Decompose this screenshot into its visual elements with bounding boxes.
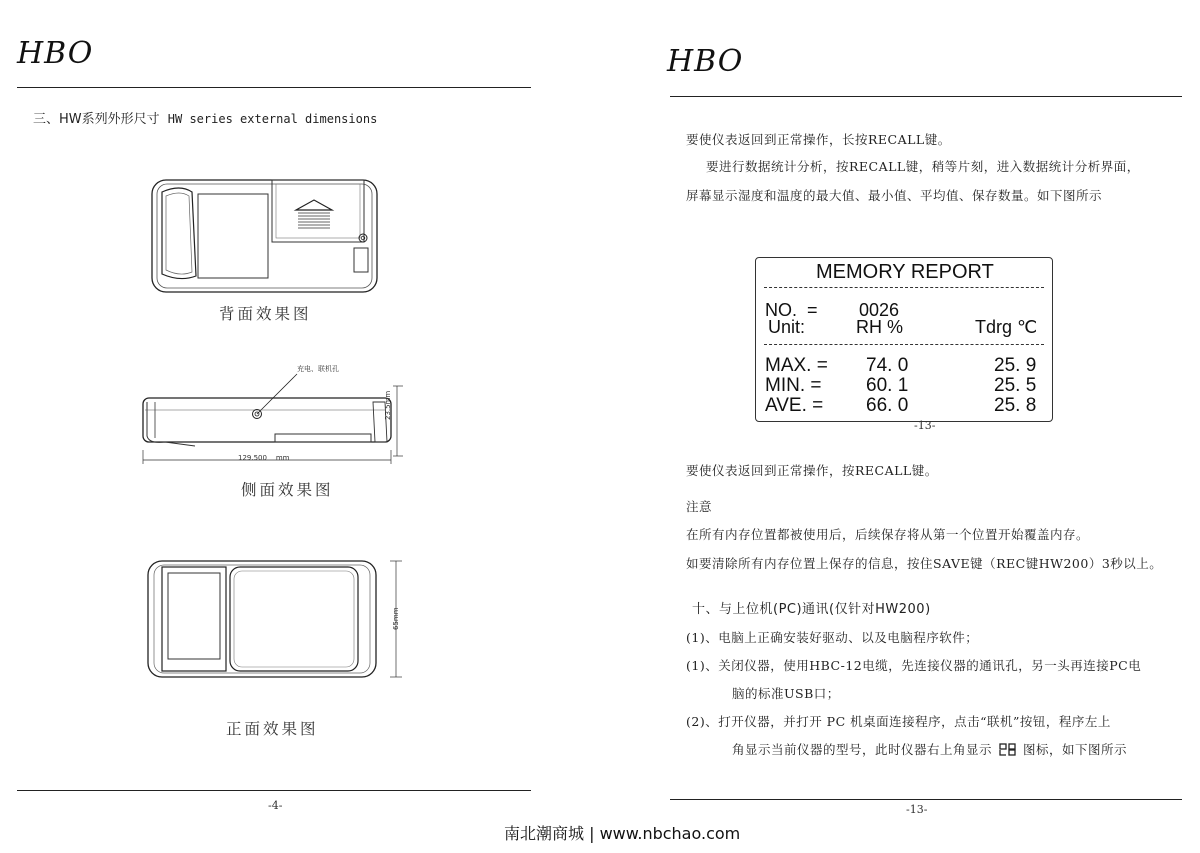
lcd-min-rh: 60. 1: [866, 375, 909, 396]
left-logo: HBO: [17, 36, 94, 71]
back-view-drawing: [140, 170, 385, 300]
para-stats-line1: 要进行数据统计分析，按RECALL键，稍等片刻，进入数据统计分析界面，: [706, 159, 1140, 174]
lcd-title: MEMORY REPORT: [816, 261, 994, 283]
step-connect-cable-cont: 脑的标准USB口；: [732, 686, 840, 701]
lcd-min-temp: 25. 5: [994, 375, 1037, 396]
inner-page-number: -13-: [914, 419, 936, 432]
step-connect-cable: (1)、关闭仪器，使用HBC-12电缆，先连接仪器的通讯孔，另一头再连接PC电: [686, 658, 1142, 673]
left-footer-rule: [17, 790, 531, 791]
lcd-no-value: 0026: [859, 300, 900, 320]
lcd-min-label: MIN. =: [765, 375, 822, 396]
para-stats-line2: 屏幕显示湿度和温度的最大值、最小值、平均值、保存数量。如下图所示: [686, 188, 1103, 203]
site-footer: 南北潮商城 | www.nbchao.com: [504, 824, 741, 843]
lcd-unit-rh: RH %: [856, 317, 904, 337]
lcd-no-label: NO. =: [765, 300, 818, 320]
label-width: 65mm: [392, 607, 400, 630]
lcd-divider-mid: [764, 344, 1044, 345]
note-clear-memory: 如要清除所有内存位置上保存的信息，按住SAVE键（REC键HW200）3秒以上。: [686, 556, 1163, 571]
lcd-ave-rh: 66. 0: [866, 395, 909, 416]
step-icon-suffix: 图标，如下图所示: [1022, 742, 1127, 757]
caption-side-view: 侧面效果图: [241, 481, 334, 499]
step-install-driver: (1)、电脑上正确安装好驱动、以及电脑程序软件；: [686, 630, 979, 645]
right-header-rule: [670, 96, 1182, 97]
lcd-ave-label: AVE. =: [765, 395, 824, 416]
label-port: 充电、联机孔: [297, 365, 339, 373]
caption-front-view: 正面效果图: [226, 720, 319, 738]
note-title: 注意: [686, 499, 713, 514]
lcd-max-temp: 25. 9: [994, 355, 1037, 376]
front-view-drawing: [140, 555, 410, 685]
right-footer-rule: [670, 799, 1182, 800]
lcd-unit-temp: Tdrg ℃: [975, 317, 1038, 337]
lcd-memory-report: [755, 257, 1053, 422]
lcd-max-label: MAX. =: [765, 355, 828, 376]
para-recall-long: 要使仪表返回到正常操作，长按RECALL键。: [686, 132, 951, 147]
left-section-title: [33, 108, 377, 127]
step-open-program-cont: [732, 740, 1127, 758]
left-page-number: -4-: [268, 799, 283, 812]
pc-link-icon: [999, 743, 1017, 756]
caption-back-view: 背面效果图: [219, 305, 312, 323]
section10-title: 十、与上位机(PC)通讯(仅针对HW200): [692, 602, 931, 617]
lcd-max-rh: 74. 0: [866, 355, 909, 376]
label-length: 129.500 mm: [238, 454, 290, 462]
right-logo: HBO: [667, 44, 744, 79]
left-header-rule: [17, 87, 531, 88]
step-open-program: (2)、打开仪器，并打开 PC 机桌面连接程序，点击“联机”按钮，程序左上: [686, 714, 1111, 729]
lcd-ave-temp: 25. 8: [994, 395, 1037, 416]
right-page-number: -13-: [906, 803, 928, 816]
lcd-unit-label: Unit:: [768, 317, 806, 337]
note-overwrite: 在所有内存位置都被使用后，后续保存将从第一个位置开始覆盖内存。: [686, 527, 1090, 542]
section-title-cn: 三、HW系列外形尺寸: [33, 112, 160, 127]
lcd-divider-top: [764, 287, 1044, 288]
step-open-program-text: 角显示当前仪器的型号，此时仪器右上角显示: [732, 742, 993, 757]
label-height: 23.5mm: [384, 390, 392, 420]
para-recall-short: 要使仪表返回到正常操作，按RECALL键。: [686, 463, 938, 478]
section-title-en: HW series external dimensions: [167, 112, 378, 126]
